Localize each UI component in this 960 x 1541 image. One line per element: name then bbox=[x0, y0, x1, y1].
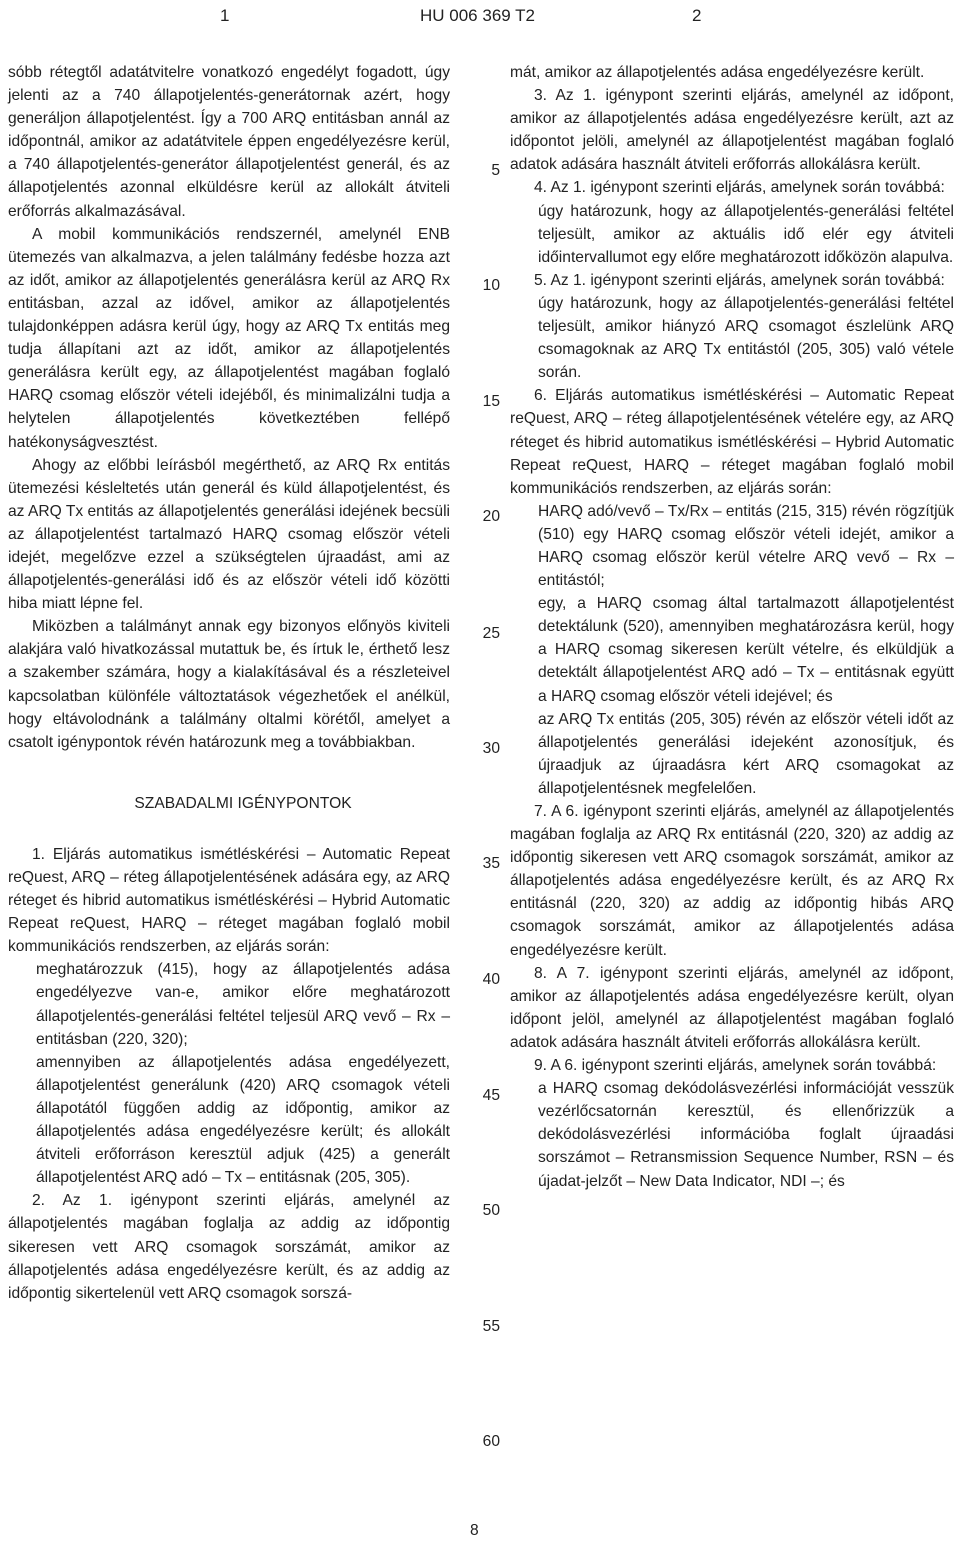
line-number: 50 bbox=[482, 1202, 500, 1219]
paragraph: 4. Az 1. igénypont szerinti eljárás, amelynek során továbbá: bbox=[534, 179, 945, 197]
paragraph: 2. Az 1. igénypont szerinti eljárás, amelynél az állapotjelentés magában foglalja az addig az időpontig sikeresen vett ARQ csomagok sorszámát, amikor az állapotjelentés adása engedélyezésre került, és az addig az időpontig sikertelenül vett ARQ csomagok sorszá- bbox=[8, 1192, 450, 1302]
line-number: 40 bbox=[482, 971, 500, 988]
header-left-page-number: 1 bbox=[220, 6, 230, 25]
section-heading: SZABADALMI IGÉNYPONTOK bbox=[134, 794, 352, 812]
paragraph: 7. A 6. igénypont szerinti eljárás, amelynél az állapotjelentés magában foglalja az ARQ Rx entitásnál (220, 320) az addig az időpontig sikeresen vett ARQ csomagok sorszámát, amikor az állapotjelentés adása engedélyezésre került, és az ARQ Rx entitásnál (220, 320) az addig az időpontig hibás ARQ csomagok sorszámát, amikor az állapotjelentés adása engedélyezésre került. bbox=[510, 803, 954, 959]
paragraph: egy, a HARQ csomag által tartalmazott állapotjelentést detektálunk (520), amennyiben meghatározásra kerül, hogy a HARQ csomag sikeresen került vételre, és elküldjük a detektált állapotjelentést ARQ adó – Tx – entitásnak együtt a HARQ csomag először vételi idejével; és bbox=[538, 595, 954, 705]
paragraph: amennyiben az állapotjelentés adása engedélyezett, állapotjelentést generálunk (420) ARQ csomagok vételi állapotától függően addig az időpontig, amikor az állapotjelentés adása engedélyezésre került; és allokált átviteli erőforráson keresztül adjuk (425) a generált állapotjelentést ARQ adó – Tx – entitásnak (205, 305). bbox=[36, 1053, 450, 1187]
line-number: 10 bbox=[482, 277, 500, 294]
line-number: 60 bbox=[482, 1433, 500, 1450]
page-header bbox=[0, 6, 960, 30]
left-column bbox=[8, 61, 450, 1305]
paragraph: úgy határozunk, hogy az állapotjelentés-generálási feltétel teljesült, amikor az aktuális idő elér egy átviteli időintervallumot egy előre meghatározott időközön alapulva. bbox=[538, 202, 954, 266]
paragraph: 3. Az 1. igénypont szerinti eljárás, amelynél az időpont, amikor az állapotjelentés adása engedélyezésre került, azt az időpontot jelöli, amelynél az állapotjelentést magában foglaló adatok adására használt átviteli erőforrás allokálásra került. bbox=[510, 87, 954, 174]
paragraph: meghatározzuk (415), hogy az állapotjelentés adása engedélyezve van-e, amikor előre meghatározott állapotjelentés-generálási feltétel teljesül ARQ vevő – Rx – entitásban (220, 320); bbox=[36, 961, 450, 1048]
header-right-page-number: 2 bbox=[692, 6, 702, 25]
paragraph: a HARQ csomag dekódolásvezérlési információját vesszük vezérlőcsatornán keresztül, és ellenőrizzük a dekódolásvezérlési információba foglalt újraadási sorszámot – Retransmission Sequence Number, RSN – és újadat-jelzőt – New Data Indicator, NDI –; és bbox=[538, 1080, 954, 1190]
line-number: 55 bbox=[482, 1318, 500, 1335]
line-number: 5 bbox=[491, 162, 500, 179]
paragraph: 5. Az 1. igénypont szerinti eljárás, amelynek során továbbá: bbox=[534, 271, 945, 289]
right-column bbox=[510, 61, 954, 1193]
paragraph: 8. A 7. igénypont szerinti eljárás, amelynél az időpont, amikor az állapotjelentés adása engedélyezésre került, olyan időpont jelöl, amelynél az állapotjelentést magában foglaló adatok adására használt átviteli erőforrás allokálásra került. bbox=[510, 964, 954, 1051]
paragraph: 9. A 6. igénypont szerinti eljárás, amelynek során továbbá: bbox=[534, 1057, 937, 1075]
footer-page-number: 8 bbox=[470, 1522, 479, 1539]
paragraph: 1. Eljárás automatikus ismétléskérési – Automatic Repeat reQuest, ARQ – réteg állapotjelentésének adására egy, az ARQ réteget és hibrid automatikus ismétléskérési – Hybrid Automatic Repeat reQuest, HARQ – réteget magában foglaló mobil kommunikációs rendszerben, az eljárás során: bbox=[8, 845, 450, 956]
paragraph: sóbb rétegtől adatátvitelre vonatkozó engedélyt fogadott, úgy jelenti az a 740 állapotjelentés-generátornak azért, hogy generáljon állapotjelentést. Így a 700 ARQ entitásban annál az időpontnál, amikor az adatátvitele éppen engedélyezésre kerül, a 740 állapotjelentés-generátor állapotjelentést generál, és az állapotjelentés azonnal elküldésre kerül az allokált átviteli erőforrás alkalmazásával. bbox=[8, 64, 450, 220]
line-number: 35 bbox=[482, 855, 500, 872]
line-number: 30 bbox=[482, 740, 500, 757]
paragraph: 6. Eljárás automatikus ismétléskérési – Automatic Repeat reQuest, ARQ – réteg állapotjelentésének vételére egy, az ARQ réteget és hibrid automatikus ismétléskérési – Hybrid Automatic Repeat reQuest, HARQ – réteget magában foglaló mobil kommunikációs rendszerben, az eljárás során: bbox=[510, 387, 954, 497]
paragraph: A mobil kommunikációs rendszernél, amelynél ENB ütemezés van alkalmazva, a jelen találmány fedésbe hozza azt az időt, amikor az állapotjelentés generálásra kerül az ARQ Rx entitásban, azzal az idővel, amikor az állapotjelentés tulajdonképpen adásra kerül úgy, hogy az ARQ Tx entitás meg tudja állapítani azt az időt, amikor az állapotjelentés generálásra került egy, az állapotjelentést magában foglaló HARQ csomag először vételi idejéből, és minimalizálni tudja a helytelen állapotjelentés következtében fellépő hatékonyságvesztést. bbox=[8, 225, 450, 451]
paragraph: HARQ adó/vevő – Tx/Rx – entitás (215, 315) révén rögzítjük (510) egy HARQ csomag először vételi idejét, amikor a HARQ csomag először kerül vételre ARQ vevő – Rx – entitástól; bbox=[538, 502, 954, 590]
header-patent-number: HU 006 369 T2 bbox=[420, 6, 535, 25]
line-number: 25 bbox=[482, 625, 500, 642]
paragraph: az ARQ Tx entitás (205, 305) révén az először vételi időt az állapotjelentés generálási idejeként azonosítjuk, és újraadjuk az újraadásra kért ARQ csomagokat az állapotjelentésnek megfelelően. bbox=[538, 710, 954, 797]
paragraph: Miközben a találmányt annak egy bizonyos előnyös kiviteli alakjára való hivatkozással mutattuk be, és írtuk le, érthető lesz a szakember számára, hogy a kialakításával és a részleteivel kapcsolatban különféle változtatások végezhetőek el anélkül, hogy eltávolodnánk a találmány oltalmi körétől, amelyet a csatolt igénypontok révén határozunk meg a továbbiakban. bbox=[8, 618, 450, 751]
line-number: 45 bbox=[482, 1087, 500, 1104]
line-number: 15 bbox=[482, 393, 500, 410]
paragraph: úgy határozunk, hogy az állapotjelentés-generálási feltétel teljesült, amikor hiányzó ARQ csomagot észlelünk ARQ csomagoknak az ARQ Tx entitástól (205, 305) való vétele során. bbox=[538, 294, 954, 382]
paragraph: mát, amikor az állapotjelentés adása engedélyezésre került. bbox=[510, 64, 925, 81]
line-number: 20 bbox=[482, 508, 500, 525]
paragraph: Ahogy az előbbi leírásból megérthető, az ARQ Rx entitás ütemezési késleltetés után generál és küld állapotjelentést, és az ARQ Tx entitás az állapotjelentés generálási idejének becsüli az állapotjelentést tartalmazó HARQ csomag először vételi idejét, megelőzve ezzel a szükségtelen újraadást, ami az állapotjelentés-generálási idő és az először vételi idő közötti hiba miatt lépne fel. bbox=[8, 456, 450, 613]
